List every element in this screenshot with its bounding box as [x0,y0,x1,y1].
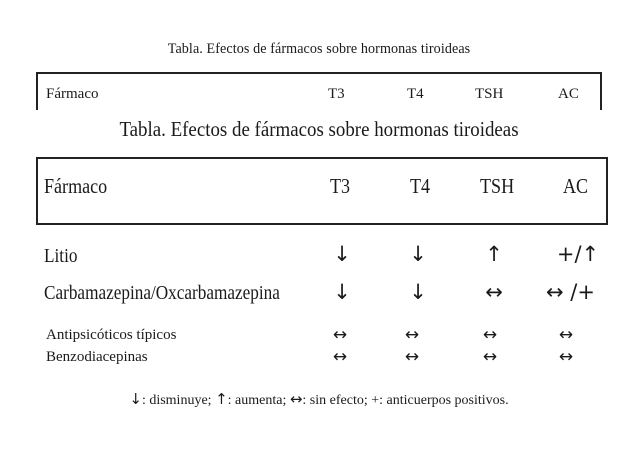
bg-header-t4: T4 [407,86,424,102]
bg-row-ac: ↔ [558,325,574,345]
down-arrow-icon: ↓ [129,390,142,408]
bg-row-ac: ↔ [558,347,574,367]
bg-header-tsh: TSH [475,86,504,102]
ov-row-tsh: ↑ [485,242,503,266]
background-table-header-box [36,72,602,110]
ov-row-drug: Carbamazepina/Oxcarbamazepina [44,282,280,304]
ov-row-tsh: ↔ [485,280,503,304]
footnote-down-text: : disminuye; [141,393,216,408]
bg-row-t4: ↔ [404,325,420,345]
bg-row-drug: Benzodiacepinas [46,349,148,365]
overlay-table-title: Tabla. Efectos de fármacos sobre hormonas tiroideas [119,117,519,141]
ov-header-t4: T4 [410,174,431,198]
ov-row-ac: +/↑ [556,242,600,266]
ov-row-t3: ↓ [333,242,351,266]
footnote-none-text: : sin efecto; +: anticuerpos positivos. [302,393,509,408]
bg-row-t3: ↔ [332,325,348,345]
bg-row-tsh: ↔ [482,325,498,345]
left-right-arrow-icon: ↔ [289,390,303,408]
ov-header-farmaco: Fármaco [44,174,108,198]
background-table-title: Tabla. Efectos de fármacos sobre hormonas tiroideas [167,41,471,57]
bg-row-t3: ↔ [332,347,348,367]
ov-row-ac: ↔ /+ [546,280,595,304]
ov-row-t4: ↓ [409,242,427,266]
ov-row-t3: ↓ [333,280,351,304]
ov-row-t4: ↓ [409,280,427,304]
footnote-up-text: : aumenta; [227,393,290,408]
ov-header-ac: AC [563,174,589,198]
bg-row-tsh: ↔ [482,347,498,367]
bg-header-t3: T3 [328,86,345,102]
bg-header-ac: AC [558,86,579,102]
ov-row-drug: Litio [44,245,78,267]
up-arrow-icon: ↑ [215,390,228,408]
footnote-legend [0,390,638,409]
bg-row-t4: ↔ [404,347,420,367]
bg-row-drug: Antipsicóticos típicos [46,327,177,343]
ov-header-t3: T3 [330,174,351,198]
bg-header-farmaco: Fármaco [46,86,99,102]
ov-header-tsh: TSH [480,174,515,198]
overlay-table-header-box [36,157,608,225]
